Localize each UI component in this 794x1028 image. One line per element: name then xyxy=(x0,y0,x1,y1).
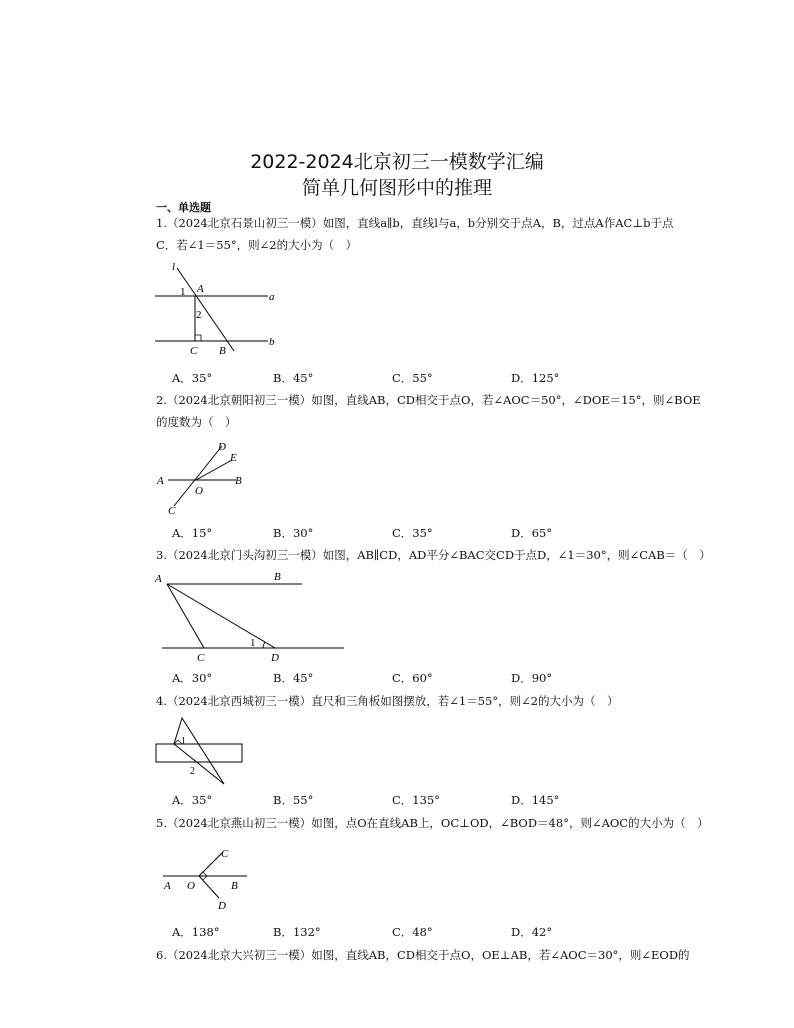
q1-option-a: A．35° xyxy=(172,371,213,385)
fig3-label-B: B xyxy=(274,571,281,583)
q2-option-d: D．65° xyxy=(511,526,553,540)
q2-option-c: C．35° xyxy=(392,526,433,540)
fig1-label-2: 2 xyxy=(196,309,202,321)
fig1-label-b: b xyxy=(269,336,275,348)
fig5-label-O: O xyxy=(187,880,195,892)
question-3-figure xyxy=(150,566,350,666)
q5-option-a: A．138° xyxy=(172,925,220,939)
question-5 xyxy=(156,812,716,834)
fig2-label-E: E xyxy=(230,452,237,464)
q5-option-d: D．42° xyxy=(511,925,553,939)
fig1-label-A: A xyxy=(197,283,204,295)
section-heading: 一、单选题 xyxy=(156,201,211,214)
fig4-label-1: 1 xyxy=(181,736,186,747)
fig5-label-B: B xyxy=(231,880,238,892)
q5-option-c: C．48° xyxy=(392,925,433,939)
question-1 xyxy=(156,212,716,256)
fig2-label-O: O xyxy=(195,485,203,497)
fig1-label-C: C xyxy=(190,345,198,357)
question-4-line1: 4.（2024北京西城初三一模）直尺和三角板如图摆放，若∠1＝55°，则∠2的大小为（ ） xyxy=(156,694,619,708)
fig1-label-l: l xyxy=(172,261,176,273)
fig2-label-A: A xyxy=(157,475,164,487)
fig5-label-C: C xyxy=(221,848,229,860)
question-2-figure xyxy=(152,438,252,518)
q4-option-c: C．135° xyxy=(392,793,440,807)
q1-option-c: C．55° xyxy=(392,371,433,385)
q2-option-a: A．15° xyxy=(172,526,213,540)
page-subtitle: 简单几何图形中的推理 xyxy=(301,177,492,199)
question-2-line1: 2.（2024北京朝阳初三一模）如图，直线AB，CD相交于点O，若∠AOC＝50°，∠DOE＝15°，则∠BOE xyxy=(156,393,701,407)
question-3 xyxy=(156,544,716,566)
question-5-figure xyxy=(155,840,255,912)
fig5-label-D: D xyxy=(218,900,226,912)
question-1-line1: 1.（2024北京石景山初三一模）如图，直线a∥b，直线l与a，b分别交于点A，B，过点A作AC⊥b于点 xyxy=(156,216,674,230)
q1-option-b: B．45° xyxy=(273,371,314,385)
fig2-label-B: B xyxy=(235,475,242,487)
question-6 xyxy=(156,944,716,966)
question-1-figure xyxy=(150,258,285,360)
question-4-figure xyxy=(150,712,250,788)
fig2-label-C: C xyxy=(168,505,176,517)
fig3-label-A: A xyxy=(155,573,162,585)
q3-option-b: B．45° xyxy=(273,671,314,685)
page-title: 2022-2024北京初三一模数学汇编 xyxy=(250,151,544,173)
q3-option-a: A．30° xyxy=(172,671,213,685)
fig3-label-C: C xyxy=(197,652,205,664)
q2-option-b: B．30° xyxy=(273,526,314,540)
question-6-line1: 6.（2024北京大兴初三一模）如图，直线AB，CD相交于点O，OE⊥AB，若∠AOC＝30°，则∠EOD的 xyxy=(156,948,690,962)
q5-option-b: B．132° xyxy=(273,925,321,939)
q3-option-d: D．90° xyxy=(511,671,553,685)
q3-option-c: C．60° xyxy=(392,671,433,685)
question-3-line1: 3.（2024北京门头沟初三一模）如图，AB∥CD，AD平分∠BAC交CD于点D，∠1＝30°，则∠CAB＝（ ） xyxy=(156,548,711,562)
fig2-label-D: D xyxy=(218,441,226,453)
q4-option-d: D．145° xyxy=(511,793,560,807)
fig1-label-B: B xyxy=(219,345,226,357)
fig3-label-D: D xyxy=(271,652,279,664)
question-2-line2: 的度数为（ ） xyxy=(156,415,237,429)
q4-option-b: B．55° xyxy=(273,793,314,807)
q1-option-d: D．125° xyxy=(511,371,560,385)
fig5-label-A: A xyxy=(164,880,171,892)
fig1-label-a: a xyxy=(269,291,275,303)
question-2 xyxy=(156,389,716,433)
fig3-label-1: 1 xyxy=(250,637,256,649)
question-4 xyxy=(156,690,716,712)
q4-option-a: A．35° xyxy=(172,793,213,807)
fig1-label-1: 1 xyxy=(180,286,186,298)
fig4-label-2: 2 xyxy=(190,766,195,777)
question-5-line1: 5.（2024北京燕山初三一模）如图，点O在直线AB上，OC⊥OD，∠BOD＝48°，则∠AOC的大小为（ ） xyxy=(156,816,709,830)
question-1-line2: C．若∠1＝55°，则∠2的大小为（ ） xyxy=(156,238,358,252)
